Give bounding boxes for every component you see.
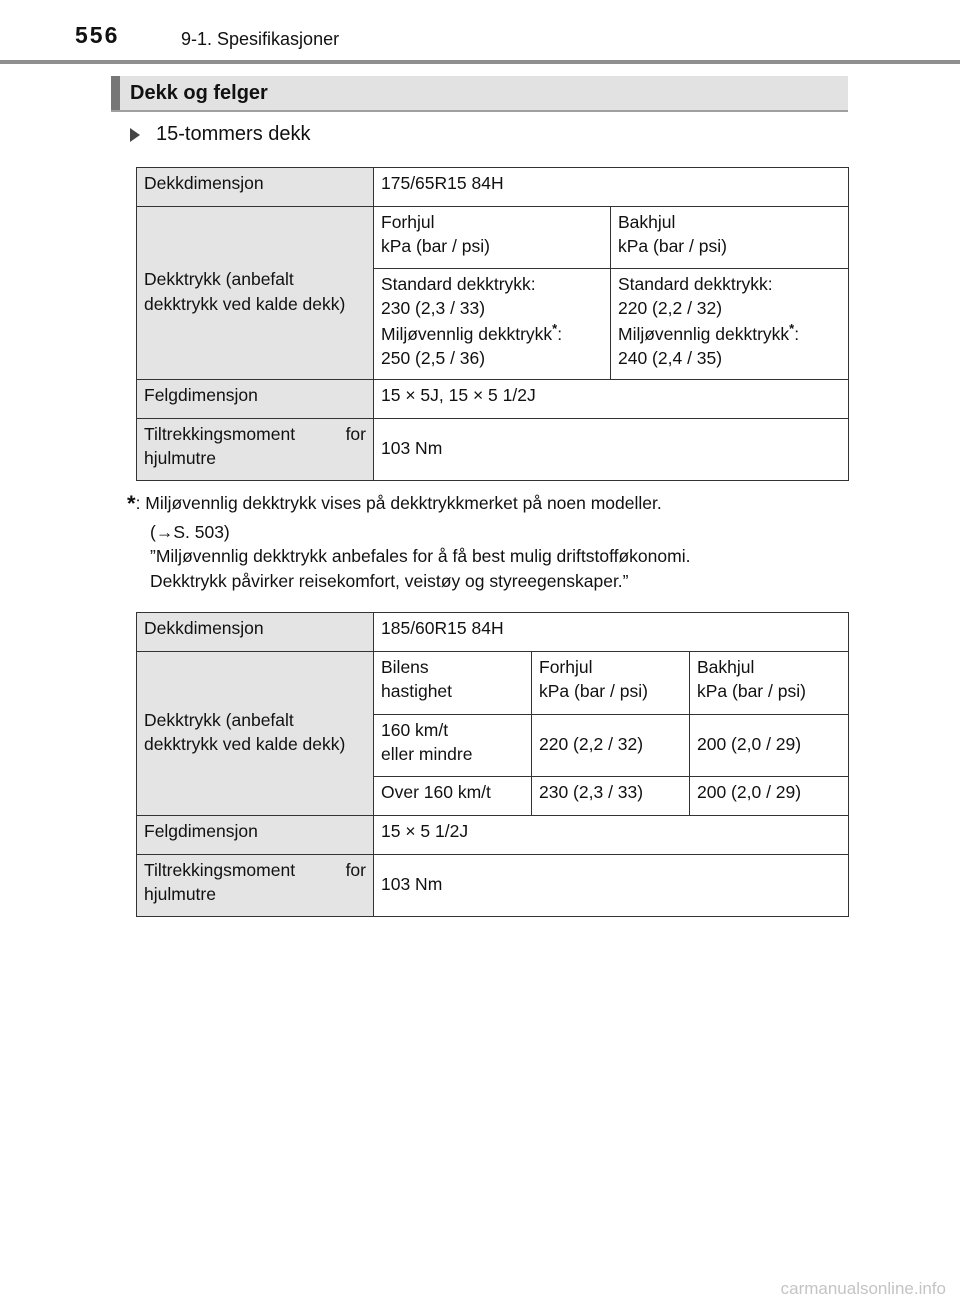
speed-header-line1: Bilens bbox=[381, 657, 429, 677]
torque-label bbox=[137, 855, 374, 917]
speed-cell: Over 160 km/t bbox=[374, 777, 532, 816]
section-title: Dekk og felger bbox=[130, 82, 268, 104]
front-eco-value: 250 (2,5 / 36) bbox=[381, 348, 486, 369]
torque-label-line1 bbox=[144, 422, 366, 446]
torque-word: Tiltrekkingsmoment bbox=[144, 424, 296, 444]
front-header bbox=[374, 207, 611, 269]
rear-header-line1: Bakhjul bbox=[618, 212, 676, 232]
speed-header bbox=[374, 652, 532, 715]
section-heading-bar bbox=[111, 76, 848, 112]
section-accent bbox=[111, 76, 120, 110]
table-row bbox=[137, 168, 849, 207]
dimension-label: Dekkdimensjon bbox=[137, 613, 374, 652]
torque-word: for bbox=[345, 860, 366, 880]
pressure-label: Dekktrykk (anbefalt dekktrykk ved kalde dekk) bbox=[137, 207, 374, 380]
tire-spec-table-1 bbox=[136, 167, 849, 481]
front-pressure: 230 (2,3 / 33) bbox=[532, 777, 690, 816]
rear-header-line2: kPa (bar / psi) bbox=[618, 236, 727, 257]
rear-eco-value: 240 (2,4 / 35) bbox=[618, 348, 723, 369]
footnote-line4: Dekktrykk påvirker reisekomfort, veistøy og styreegenskaper.” bbox=[150, 570, 629, 591]
rear-pressure: 200 (2,0 / 29) bbox=[690, 777, 849, 816]
footnote-text: : Miljøvennlig dekktrykk vises på dekktrykkmerket på noen modeller. bbox=[135, 493, 662, 513]
footnote-line3: ”Miljøvennlig dekktrykk anbefales for å få best mulig driftstofføkonomi. bbox=[150, 546, 691, 567]
rear-pressure-cell bbox=[611, 269, 849, 380]
rear-header bbox=[611, 207, 849, 269]
colon: : bbox=[557, 324, 563, 345]
rear-header-line1: Bakhjul bbox=[697, 657, 755, 677]
front-header bbox=[532, 652, 690, 715]
table-row bbox=[137, 652, 849, 715]
torque-value: 103 Nm bbox=[374, 855, 849, 917]
front-standard-label: Standard dekktrykk: bbox=[381, 274, 536, 294]
dimension-label: Dekkdimensjon bbox=[137, 168, 374, 207]
speed-header-line2: hastighet bbox=[381, 681, 453, 702]
front-header-line1: Forhjul bbox=[381, 212, 435, 232]
site-watermark: carmanualsonline.info bbox=[780, 1279, 946, 1298]
footnote-asterisk: * bbox=[552, 321, 558, 337]
front-pressure-cell bbox=[374, 269, 611, 380]
torque-label-line1 bbox=[144, 858, 366, 882]
rear-eco-line bbox=[618, 320, 841, 346]
rear-eco-label: Miljøvennlig dekktrykk bbox=[618, 324, 790, 345]
footnote-line1 bbox=[127, 489, 690, 520]
table-row bbox=[137, 613, 849, 652]
colon: : bbox=[794, 324, 800, 345]
table-row bbox=[137, 207, 849, 269]
front-header-line2: kPa (bar / psi) bbox=[381, 236, 490, 257]
footnote-asterisk: * bbox=[789, 321, 795, 337]
tire-spec-table-2 bbox=[136, 612, 849, 917]
rear-standard-value: 220 (2,2 / 32) bbox=[618, 298, 723, 319]
chapter-title: 9-1. Spesifikasjoner bbox=[181, 29, 340, 49]
triangle-bullet-icon bbox=[130, 128, 140, 142]
speed-line1: 160 km/t bbox=[381, 720, 449, 740]
rim-value: 15 × 5J, 15 × 5 1/2J bbox=[374, 380, 849, 419]
torque-label-line2: hjulmutre bbox=[144, 884, 216, 905]
table-row bbox=[137, 380, 849, 419]
front-pressure: 220 (2,2 / 32) bbox=[532, 715, 690, 777]
rim-label: Felgdimensjon bbox=[137, 380, 374, 419]
front-eco-label: Miljøvennlig dekktrykk bbox=[381, 324, 553, 345]
torque-word: Tiltrekkingsmoment bbox=[144, 860, 296, 880]
pressure-label: Dekktrykk (anbefalt dekktrykk ved kalde dekk) bbox=[137, 652, 374, 816]
front-standard-value: 230 (2,3 / 33) bbox=[381, 298, 486, 319]
dimension-value: 185/60R15 84H bbox=[374, 613, 849, 652]
torque-value: 103 Nm bbox=[374, 419, 849, 481]
speed-line2: eller mindre bbox=[381, 744, 473, 765]
rear-pressure: 200 (2,0 / 29) bbox=[690, 715, 849, 777]
rim-label: Felgdimensjon bbox=[137, 816, 374, 855]
header-divider bbox=[0, 60, 960, 64]
rear-header-line2: kPa (bar / psi) bbox=[697, 681, 806, 702]
footnote-marker: * bbox=[127, 491, 136, 516]
front-header-line1: Forhjul bbox=[539, 657, 593, 677]
dimension-value: 175/65R15 84H bbox=[374, 168, 849, 207]
rear-standard-label: Standard dekktrykk: bbox=[618, 274, 773, 294]
speed-cell bbox=[374, 715, 532, 777]
page-number: 556 bbox=[75, 22, 120, 48]
table-row bbox=[137, 816, 849, 855]
front-header-line2: kPa (bar / psi) bbox=[539, 681, 648, 702]
table-row bbox=[137, 419, 849, 481]
rear-header bbox=[690, 652, 849, 715]
torque-label-line2: hjulmutre bbox=[144, 448, 216, 469]
footnote-page-reference: (→S. 503) bbox=[150, 521, 230, 542]
footnote bbox=[127, 489, 690, 593]
subsection-title: 15-tommers dekk bbox=[156, 123, 311, 145]
front-eco-line bbox=[381, 320, 603, 346]
subsection-heading bbox=[130, 123, 311, 146]
table-row bbox=[137, 855, 849, 917]
rim-value: 15 × 5 1/2J bbox=[374, 816, 849, 855]
torque-label bbox=[137, 419, 374, 481]
torque-word: for bbox=[345, 424, 366, 444]
